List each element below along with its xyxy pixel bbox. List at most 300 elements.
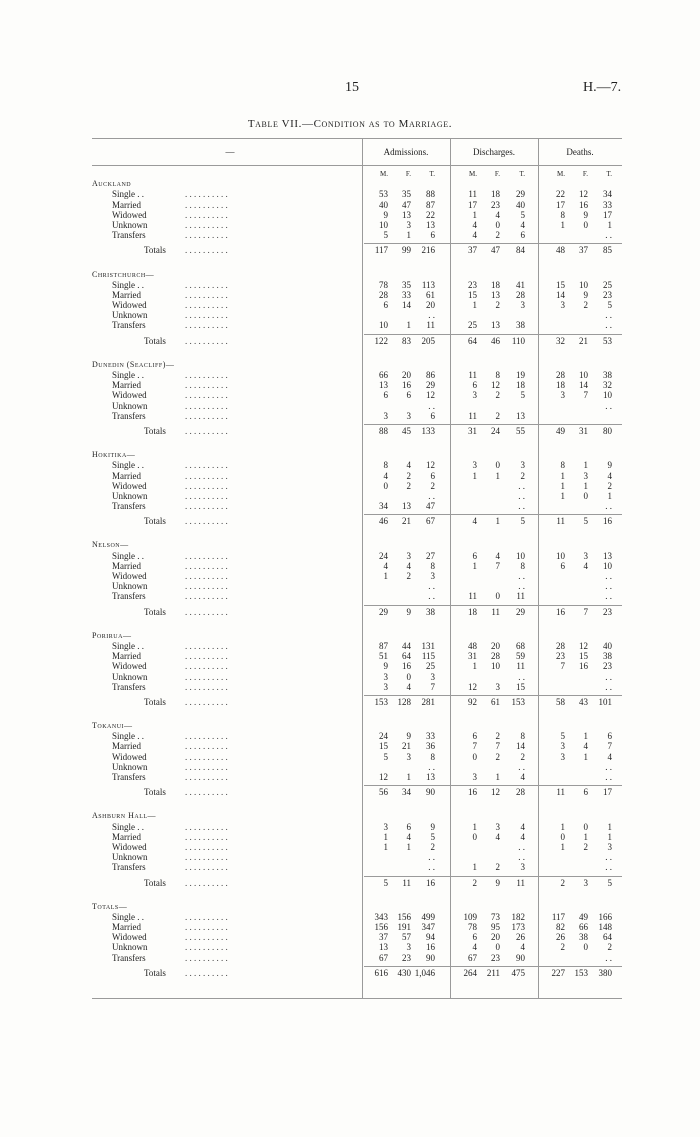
table-cell: 21 bbox=[402, 516, 411, 527]
table-cell: 29 bbox=[516, 189, 525, 200]
table-cell: 3 bbox=[495, 821, 500, 832]
table-cell: 101 bbox=[598, 696, 612, 707]
table-cell: 45 bbox=[402, 425, 411, 436]
row-label: Unknown bbox=[112, 219, 148, 230]
totals-rule bbox=[364, 876, 622, 877]
table-cell: 3 bbox=[406, 550, 411, 561]
table-cell: 34 bbox=[603, 189, 612, 200]
table-cell: 29 bbox=[426, 380, 435, 391]
table-cell: 11 bbox=[556, 787, 565, 798]
table-cell: 10 bbox=[379, 219, 388, 230]
table-cell: 31 bbox=[468, 425, 477, 436]
table-cell: 3 bbox=[560, 300, 565, 311]
dot-leader: . . . . . . . . . . bbox=[185, 209, 228, 220]
table-cell: 25 bbox=[603, 279, 612, 290]
table-cell: . . bbox=[428, 852, 435, 863]
table-cell: 95 bbox=[491, 922, 500, 933]
table-cell: 211 bbox=[486, 967, 500, 978]
table-cell: 4 bbox=[495, 550, 500, 561]
table-cell: 13 bbox=[426, 219, 435, 230]
table-cell: 80 bbox=[603, 425, 612, 436]
table-cell: 40 bbox=[379, 199, 388, 210]
table-row bbox=[0, 280, 700, 290]
row-label: Married bbox=[112, 289, 141, 300]
table-cell: 153 bbox=[574, 967, 588, 978]
table-row bbox=[0, 682, 700, 692]
table-cell: 109 bbox=[463, 911, 477, 922]
totals-row bbox=[0, 697, 700, 707]
totals-rule bbox=[364, 966, 622, 967]
table-cell: 28 bbox=[516, 289, 525, 300]
dot-leader: . . . . . . . . . . bbox=[185, 550, 228, 561]
hospital-name: Auckland bbox=[92, 179, 132, 189]
hospital-section bbox=[0, 270, 700, 360]
column-header: F. bbox=[582, 170, 588, 178]
row-label: Widowed bbox=[112, 932, 147, 943]
hospital-section bbox=[0, 540, 700, 630]
section-heading-row bbox=[0, 450, 700, 460]
table-cell: 148 bbox=[598, 922, 612, 933]
table-cell: 430 bbox=[397, 967, 411, 978]
totals-rule bbox=[364, 785, 622, 786]
table-cell: 4 bbox=[406, 460, 411, 471]
table-cell: 1 bbox=[472, 560, 477, 571]
table-cell: 66 bbox=[379, 370, 388, 380]
table-cell: 15 bbox=[468, 289, 477, 300]
table-cell: 2 bbox=[406, 480, 411, 491]
table-row bbox=[0, 651, 700, 661]
table-cell: 1 bbox=[383, 571, 388, 581]
table-cell: 1 bbox=[495, 772, 500, 782]
table-row bbox=[0, 551, 700, 561]
table-cell: 3 bbox=[406, 219, 411, 230]
table-cell: 32 bbox=[603, 380, 612, 391]
totals-label: Totals bbox=[144, 425, 166, 436]
table-cell: 35 bbox=[402, 189, 411, 200]
row-label: Widowed bbox=[112, 571, 147, 581]
table-cell: 3 bbox=[583, 550, 588, 561]
table-cell: 3 bbox=[520, 862, 525, 873]
row-label: Single . . bbox=[112, 731, 145, 742]
row-label: Widowed bbox=[112, 209, 147, 220]
table-cell: 8 bbox=[495, 370, 500, 380]
row-label: Married bbox=[112, 922, 141, 933]
table-row bbox=[0, 922, 700, 932]
table-cell: 1 bbox=[406, 230, 411, 241]
table-cell: 1 bbox=[472, 821, 477, 832]
table-row bbox=[0, 731, 700, 741]
row-label: Single . . bbox=[112, 640, 145, 651]
table-cell: 67 bbox=[426, 516, 435, 527]
dot-leader: . . . . . . . . . . bbox=[185, 571, 228, 581]
table-cell: 0 bbox=[495, 942, 500, 953]
table-cell: 2 bbox=[607, 480, 612, 491]
table-cell: 4 bbox=[406, 681, 411, 692]
table-cell: 38 bbox=[603, 370, 612, 380]
dot-leader: . . . . . . . . . . bbox=[185, 696, 228, 707]
table-cell: 2 bbox=[406, 470, 411, 481]
table-cell: 88 bbox=[426, 189, 435, 200]
dot-leader: . . . . . . . . . . bbox=[185, 560, 228, 571]
column-header: T. bbox=[606, 170, 612, 178]
table-cell: 173 bbox=[511, 922, 525, 933]
table-cell: 13 bbox=[516, 410, 525, 421]
table-cell: 23 bbox=[491, 952, 500, 963]
table-row bbox=[0, 481, 700, 491]
table-cell: 4 bbox=[495, 209, 500, 220]
table-cell: 2 bbox=[520, 751, 525, 762]
table-cell: 1 bbox=[583, 831, 588, 842]
table-row bbox=[0, 300, 700, 310]
table-cell: 4 bbox=[583, 741, 588, 752]
table-cell: 11 bbox=[468, 591, 477, 602]
row-label: Married bbox=[112, 199, 141, 210]
row-label: Widowed bbox=[112, 390, 147, 401]
table-cell: 3 bbox=[472, 460, 477, 471]
table-cell: 20 bbox=[426, 300, 435, 311]
table-row bbox=[0, 772, 700, 782]
table-cell: 16 bbox=[402, 380, 411, 391]
totals-rule bbox=[364, 424, 622, 425]
table-cell: 2 bbox=[520, 470, 525, 481]
table-cell: 13 bbox=[402, 209, 411, 220]
table-row bbox=[0, 210, 700, 220]
table-row bbox=[0, 501, 700, 511]
table-cell: 33 bbox=[402, 289, 411, 300]
table-cell: 14 bbox=[402, 300, 411, 311]
table-cell: 17 bbox=[556, 199, 565, 210]
row-label: Married bbox=[112, 831, 141, 842]
table-cell: 25 bbox=[468, 320, 477, 331]
table-row bbox=[0, 641, 700, 651]
table-cell: 13 bbox=[491, 320, 500, 331]
table-cell: 5 bbox=[607, 877, 612, 888]
table-cell: 1 bbox=[560, 841, 565, 852]
table-cell: 0 bbox=[472, 751, 477, 762]
dot-leader: . . . . . . . . . . bbox=[185, 300, 228, 311]
table-cell: 15 bbox=[556, 279, 565, 290]
table-cell: 31 bbox=[468, 651, 477, 662]
table-cell: 5 bbox=[520, 516, 525, 527]
dot-leader: . . . . . . . . . . bbox=[185, 967, 228, 978]
table-cell: 0 bbox=[495, 219, 500, 230]
table-cell: 57 bbox=[402, 932, 411, 943]
table-cell: 11 bbox=[402, 877, 411, 888]
table-cell: 6 bbox=[472, 731, 477, 742]
table-cell: 13 bbox=[426, 772, 435, 782]
table-cell: . . bbox=[605, 761, 612, 772]
table-cell: 27 bbox=[426, 550, 435, 561]
table-cell: 1 bbox=[583, 751, 588, 762]
table-cell: 7 bbox=[583, 606, 588, 617]
row-label: Married bbox=[112, 380, 141, 391]
dot-leader: . . . . . . . . . . bbox=[185, 606, 228, 617]
table-cell: 3 bbox=[520, 460, 525, 471]
table-cell: 1 bbox=[472, 862, 477, 873]
table-cell: 87 bbox=[426, 199, 435, 210]
table-cell: 5 bbox=[520, 209, 525, 220]
table-cell: 23 bbox=[603, 289, 612, 300]
table-cell: 13 bbox=[491, 289, 500, 300]
dot-leader: . . . . . . . . . . bbox=[185, 831, 228, 842]
table-cell: 3 bbox=[495, 681, 500, 692]
table-cell: 15 bbox=[516, 681, 525, 692]
table-cell: 23 bbox=[468, 279, 477, 290]
table-cell: 11 bbox=[516, 877, 525, 888]
table-cell: 2 bbox=[430, 480, 435, 491]
table-cell: 7 bbox=[583, 390, 588, 401]
table-row bbox=[0, 571, 700, 581]
table-cell: . . bbox=[428, 490, 435, 501]
table-cell: 33 bbox=[426, 731, 435, 742]
table-cell: 3 bbox=[406, 751, 411, 762]
table-cell: 13 bbox=[379, 380, 388, 391]
table-cell: 1 bbox=[472, 209, 477, 220]
hospital-section bbox=[0, 811, 700, 901]
dot-leader: . . . . . . . . . . bbox=[185, 390, 228, 401]
table-cell: 10 bbox=[603, 390, 612, 401]
dot-leader: . . . . . . . . . . bbox=[185, 460, 228, 471]
table-cell: 227 bbox=[551, 967, 565, 978]
table-top-rule bbox=[92, 138, 622, 139]
dot-leader: . . . . . . . . . . bbox=[185, 470, 228, 481]
dot-leader: . . . . . . . . . . bbox=[185, 425, 228, 436]
table-cell: 475 bbox=[511, 967, 525, 978]
table-cell: 38 bbox=[579, 932, 588, 943]
table-cell: 90 bbox=[426, 787, 435, 798]
totals-label: Totals bbox=[144, 696, 166, 707]
table-cell: 7 bbox=[495, 741, 500, 752]
table-cell: . . bbox=[605, 681, 612, 692]
row-label: Widowed bbox=[112, 661, 147, 672]
table-cell: 4 bbox=[472, 230, 477, 241]
totals-label: Totals bbox=[144, 516, 166, 527]
table-cell: 49 bbox=[556, 425, 565, 436]
table-cell: 15 bbox=[579, 651, 588, 662]
row-label: Married bbox=[112, 651, 141, 662]
row-label: Transfers bbox=[112, 681, 146, 692]
table-cell: 166 bbox=[598, 911, 612, 922]
table-cell: 14 bbox=[516, 741, 525, 752]
totals-rule bbox=[364, 514, 622, 515]
table-cell: 53 bbox=[379, 189, 388, 200]
table-cell: 8 bbox=[430, 751, 435, 762]
table-cell: 23 bbox=[603, 606, 612, 617]
dot-leader: . . . . . . . . . . bbox=[185, 911, 228, 922]
table-cell: 16 bbox=[468, 787, 477, 798]
table-row bbox=[0, 189, 700, 199]
dot-leader: . . . . . . . . . . bbox=[185, 877, 228, 888]
table-cell: 86 bbox=[426, 370, 435, 380]
table-row bbox=[0, 741, 700, 751]
table-cell: 8 bbox=[560, 460, 565, 471]
table-cell: 5 bbox=[383, 230, 388, 241]
table-cell: 2 bbox=[495, 230, 500, 241]
table-cell: 1 bbox=[583, 480, 588, 491]
row-label: Married bbox=[112, 470, 141, 481]
table-cell: 43 bbox=[579, 696, 588, 707]
dot-leader: . . . . . . . . . . bbox=[185, 335, 228, 346]
table-cell: 9 bbox=[383, 661, 388, 672]
table-cell: 46 bbox=[491, 335, 500, 346]
table-cell: 11 bbox=[468, 370, 477, 380]
table-cell: 117 bbox=[374, 245, 388, 256]
table-cell: 1 bbox=[472, 661, 477, 672]
table-cell: 2 bbox=[495, 300, 500, 311]
table-cell: 24 bbox=[379, 550, 388, 561]
table-cell: 11 bbox=[468, 410, 477, 421]
section-heading-row bbox=[0, 631, 700, 641]
table-cell: . . bbox=[518, 571, 525, 581]
table-cell: 41 bbox=[516, 279, 525, 290]
table-row bbox=[0, 932, 700, 942]
table-cell: . . bbox=[428, 581, 435, 592]
table-cell: 4 bbox=[406, 560, 411, 571]
table-cell: 12 bbox=[426, 460, 435, 471]
table-cell: 3 bbox=[520, 300, 525, 311]
table-cell: 10 bbox=[379, 320, 388, 331]
group-header-admissions: Admissions. bbox=[383, 147, 429, 157]
hospital-section bbox=[0, 631, 700, 721]
table-cell: 3 bbox=[383, 821, 388, 832]
table-cell: 2 bbox=[607, 942, 612, 953]
table-cell: 35 bbox=[402, 279, 411, 290]
section-heading-row bbox=[0, 811, 700, 821]
table-cell: 1 bbox=[560, 480, 565, 491]
row-label: Unknown bbox=[112, 310, 148, 321]
table-cell: 9 bbox=[607, 460, 612, 471]
dot-leader: . . . . . . . . . . bbox=[185, 279, 228, 290]
table-cell: 122 bbox=[374, 335, 388, 346]
section-heading-row bbox=[0, 721, 700, 731]
table-body bbox=[0, 169, 700, 978]
row-label: Widowed bbox=[112, 841, 147, 852]
row-label: Widowed bbox=[112, 751, 147, 762]
table-row bbox=[0, 842, 700, 852]
table-cell: 4 bbox=[520, 219, 525, 230]
table-cell: 90 bbox=[426, 952, 435, 963]
table-cell: 6 bbox=[583, 787, 588, 798]
totals-label: Totals bbox=[144, 877, 166, 888]
table-cell: 133 bbox=[421, 425, 435, 436]
table-cell: 8 bbox=[520, 731, 525, 742]
table-cell: 55 bbox=[516, 425, 525, 436]
hospital-section bbox=[0, 721, 700, 811]
table-cell: 3 bbox=[560, 390, 565, 401]
table-cell: . . bbox=[605, 852, 612, 863]
table-cell: 44 bbox=[402, 640, 411, 651]
table-cell: 182 bbox=[511, 911, 525, 922]
table-cell: 28 bbox=[556, 640, 565, 651]
table-cell: 18 bbox=[516, 380, 525, 391]
table-cell: 10 bbox=[603, 560, 612, 571]
table-cell: 343 bbox=[374, 911, 388, 922]
table-cell: 1,046 bbox=[414, 967, 435, 978]
table-cell: 2 bbox=[583, 841, 588, 852]
table-cell: 6 bbox=[560, 560, 565, 571]
table-cell: . . bbox=[518, 501, 525, 512]
table-cell: 38 bbox=[426, 606, 435, 617]
table-cell: 264 bbox=[463, 967, 477, 978]
dot-leader: . . . . . . . . . . bbox=[185, 501, 228, 512]
table-cell: 7 bbox=[607, 741, 612, 752]
table-cell: 12 bbox=[491, 787, 500, 798]
table-cell: 14 bbox=[556, 289, 565, 300]
row-label: Unknown bbox=[112, 400, 148, 411]
table-cell: 23 bbox=[603, 661, 612, 672]
table-cell: 5 bbox=[583, 516, 588, 527]
table-cell: 23 bbox=[491, 199, 500, 210]
table-cell: 110 bbox=[511, 335, 525, 346]
table-cell: 40 bbox=[603, 640, 612, 651]
table-cell: 48 bbox=[468, 640, 477, 651]
table-cell: 2 bbox=[495, 751, 500, 762]
table-row bbox=[0, 953, 700, 963]
table-row bbox=[0, 661, 700, 671]
table-row bbox=[0, 561, 700, 571]
section-heading-row bbox=[0, 902, 700, 912]
table-cell: 380 bbox=[598, 967, 612, 978]
stub-heading: — bbox=[225, 147, 235, 157]
table-row bbox=[0, 822, 700, 832]
table-row bbox=[0, 832, 700, 842]
table-cell: 1 bbox=[607, 831, 612, 842]
row-label: Widowed bbox=[112, 300, 147, 311]
page-number: 15 bbox=[345, 80, 359, 95]
totals-label: Totals bbox=[144, 245, 166, 256]
totals-row bbox=[0, 787, 700, 797]
table-cell: 16 bbox=[426, 877, 435, 888]
column-header: T. bbox=[519, 170, 525, 178]
table-cell: . . bbox=[605, 581, 612, 592]
row-label: Unknown bbox=[112, 490, 148, 501]
table-cell: 24 bbox=[379, 731, 388, 742]
table-title: Table VII.—Condition as to Marriage. bbox=[247, 118, 453, 130]
table-cell: 88 bbox=[379, 425, 388, 436]
totals-label: Totals bbox=[144, 335, 166, 346]
table-cell: . . bbox=[428, 400, 435, 411]
totals-rule bbox=[364, 334, 622, 335]
dot-leader: . . . . . . . . . . bbox=[185, 310, 228, 321]
table-cell: 59 bbox=[516, 651, 525, 662]
table-cell: 616 bbox=[374, 967, 388, 978]
row-label: Unknown bbox=[112, 942, 148, 953]
table-cell: 8 bbox=[520, 560, 525, 571]
table-cell: 12 bbox=[579, 189, 588, 200]
table-cell: 1 bbox=[560, 821, 565, 832]
column-header: M. bbox=[380, 170, 388, 178]
dot-leader: . . . . . . . . . . bbox=[185, 640, 228, 651]
table-cell: 37 bbox=[379, 932, 388, 943]
table-cell: 9 bbox=[406, 606, 411, 617]
dot-leader: . . . . . . . . . . bbox=[185, 852, 228, 863]
table-cell: 64 bbox=[603, 932, 612, 943]
table-cell: 115 bbox=[421, 651, 435, 662]
table-cell: 83 bbox=[402, 335, 411, 346]
table-cell: 47 bbox=[491, 245, 500, 256]
table-cell: . . bbox=[605, 591, 612, 602]
table-cell: 66 bbox=[579, 922, 588, 933]
dot-leader: . . . . . . . . . . bbox=[185, 942, 228, 953]
table-cell: 90 bbox=[516, 952, 525, 963]
table-cell: . . bbox=[605, 671, 612, 682]
table-row bbox=[0, 942, 700, 952]
table-row bbox=[0, 401, 700, 411]
table-cell: 3 bbox=[472, 390, 477, 401]
column-header: M. bbox=[469, 170, 477, 178]
table-cell: 3 bbox=[383, 410, 388, 421]
table-cell: . . bbox=[605, 320, 612, 331]
